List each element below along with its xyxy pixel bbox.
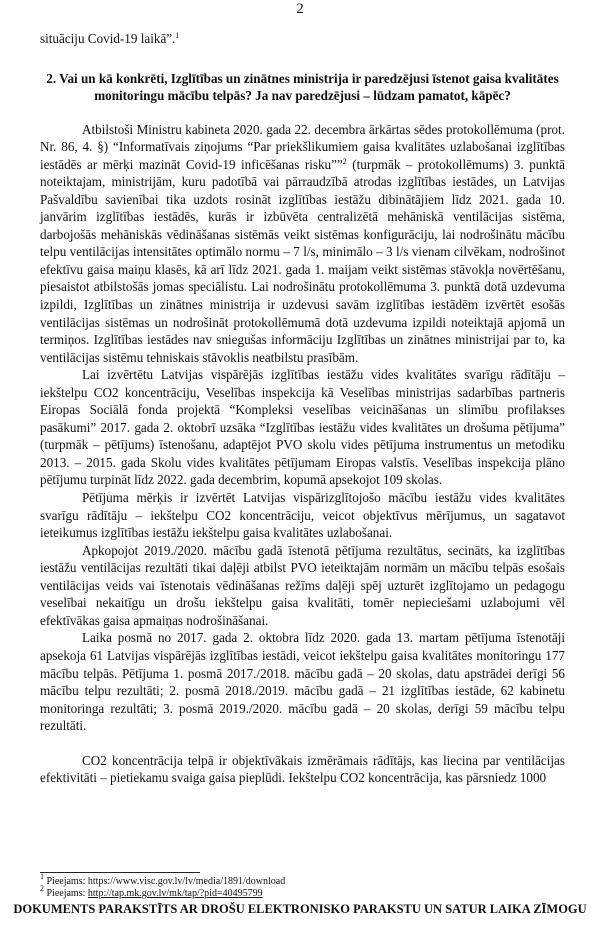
footnote-1-number: 1	[40, 872, 44, 881]
paragraph-4: Apkopojot 2019./2020. mācību gadā īstenotā pētījuma rezultātus, secināts, ka izglītības iestāžu ventilācijas rezultāti tikai daļēji atbilst PVO ieteiktajām normām un mācību telpās esošais ventilācijas veids vai īstenotais vēdināšanas režīms daļēji spēj uzturēt izglītojamo un pedagogu veselībai nekaitīgu un drošu iekštelpu gaisa kvalitāti, tomēr nepieciešami uzlabojumi vēl efektīvākas gaisa apmaiņas nodrošināšanai.	[40, 542, 565, 628]
footnote-1-url[interactable]: https://www.visc.gov.lv/lv/media/1891/download	[87, 876, 286, 887]
page-number: 2	[296, 1, 304, 17]
footnote-2	[40, 884, 565, 900]
footnote-ref-1[interactable]: 1	[175, 31, 180, 40]
footnote-1	[40, 872, 565, 888]
question-heading: 2. Vai un kā konkrēti, Izglītības un zinātnes ministrija ir paredzējusi īstenot gaisa kvalitātes monitoringu mācību telpās? Ja nav paredzējusi – lūdzam pamatot, kāpēc?	[46, 70, 559, 103]
footnote-2-number: 2	[40, 884, 44, 893]
footnote-ref-2[interactable]: 2	[342, 156, 347, 166]
opening-line-text: situāciju Covid-19 laikā”.	[40, 31, 176, 46]
footnotes	[40, 872, 565, 900]
footnote-1-label: Pieejams:	[46, 876, 88, 887]
document-body	[40, 30, 565, 787]
footnote-2-label: Pieejams:	[46, 888, 88, 899]
footnote-2-url[interactable]: http://tap.mk.gov.lv/mk/tap/?pid=40495799	[87, 888, 263, 899]
paragraph-6: CO2 koncentrācija telpā ir objektīvākais izmērāmais rādītājs, kas liecina par ventilācijas efektivitāti – pietiekamu svaiga gaisa pieplūdi. Iekštelpu CO2 koncentrācija, kas pārsniedz 1000	[40, 752, 565, 786]
paragraph-3: Pētījuma mērķis ir izvērtēt Latvijas vispārizglītojošo mācību iestāžu vides kvalitātes svarīgu rādītāju – iekštelpu CO2 koncentrāciju, veicot objektīvus mērījumus, un sagatavot ieteikumus izglītības iestāžu iekštelpu gaisa kvalitātes uzlabošanai.	[40, 490, 565, 541]
paragraph-1	[40, 121, 565, 367]
paragraph-5: Laika posmā no 2017. gada 2. oktobra līdz 2020. gada 13. martam pētījuma īstenotāji apsekoja 61 Latvijas vispārējās izglītības iestādi, veicot iekštelpu gaisa kvalitātes monitoringu 177 mācību telpās. Pētījuma 1. posmā 2017./2018. mācību gadā – 20 skolas, datu apstrādei derīgi 56 mācību telpu rezultāti; 2. posmā 2018./2019. mācību gadā – 21 izglītības iestāde, 62 kabinetu monitoringa rezultāti; 3. posmā 2019./2020. mācību gadā – 20 skolas, derīgi 59 mācību telpu rezultāti.	[40, 630, 565, 734]
signature-footer: DOKUMENTS PARAKSTĪTS AR DROŠU ELEKTRONISKO PARAKSTU UN SATUR LAIKA ZĪMOGU	[13, 902, 587, 916]
footnote-divider	[40, 872, 200, 873]
opening-line	[40, 30, 565, 48]
paragraph-1-text-a: Atbilstoši Ministru kabineta 2020. gada 22. decembra ārkārtas sēdes protokollēmuma (prot. Nr. 86, 4. §) “Informatīvais ziņojums “Par priekšlikumiem gaisa kvalitātes uzlabošanai izglītības iestādēs ar mērķi mazināt Covid-19 inficēšanas risku””	[40, 121, 565, 172]
paragraph-2: Lai izvērtētu Latvijas vispārējās izglītības iestāžu vides kvalitātes svarīgu rādītāju – iekštelpu CO2 koncentrāciju, Veselības inspekcija kā Veselības ministrijas sadarbības partneris Eiropas Sociālā fonda projektā “Kompleksi veselības veicināšanas un slimību profilakses pasākumi” 2017. gada 2. oktobrī uzsāka “Izglītības iestāžu vides kvalitātes un drošuma pētījuma” (turpmāk – pētījums) īstenošanu, adaptējot PVO skolu vides pētījuma instrumentus un metodiku 2013. – 2015. gada Skolu vides kvalitātes pētījumam Eiropas valstīs. Veselības inspekcija plāno pētījumu turpināt līdz 2022. gada decembrim, kopumā apsekojot 109 skolas.	[40, 367, 565, 488]
paragraph-1-text-b: (turpmāk – protokollēmums) 3. punktā noteiktajam, ministrijām, kuru padotībā vai pārraudzībā atrodas izglītības iestādes, un Latvijas Pašvaldību savienībai tika uzdots rosināt izglītības iestāžu dibinātājiem līdz 2021. gada 10. janvārim izglītības iestādēs, kurās ir izbūvēta centralizētā mehāniskā ventilācijas sistēma, darbojošās mehāniskās vēdināšanas sistēmās veikt sistēmas konfigurāciju, lai nodrošinātu mācību telpu ventilācijas intensitātes optimālo normu – 7 l/s, minimālo – 3 l/s vienam cilvēkam, nodrošinot efektīvu gaisa maiņu klasēs, kā arī līdz 2021. gada 1. maijam veikt sistēmas stāvokļa novērtēšanu, piesaistot atbilstošās jomas speciālistu. Lai nodrošinātu protokollēmuma 3. punktā dotā uzdevuma izpildi, Izglītības un zinātnes ministrija ir uzdevusi savām izglītības iestādēm izvērtēt esošās ventilācijas sistēmas un nodrošināt protokollēmumā dotā uzdevuma izpildi noteiktajā apjomā un termiņos. Izglītības iestādes nav sniegušas informāciju Izglītības un zinātnes ministrijai par to, ka ventilācijas sistēmu tehniskais stāvoklis neatbilstu prasībām.	[40, 156, 565, 365]
